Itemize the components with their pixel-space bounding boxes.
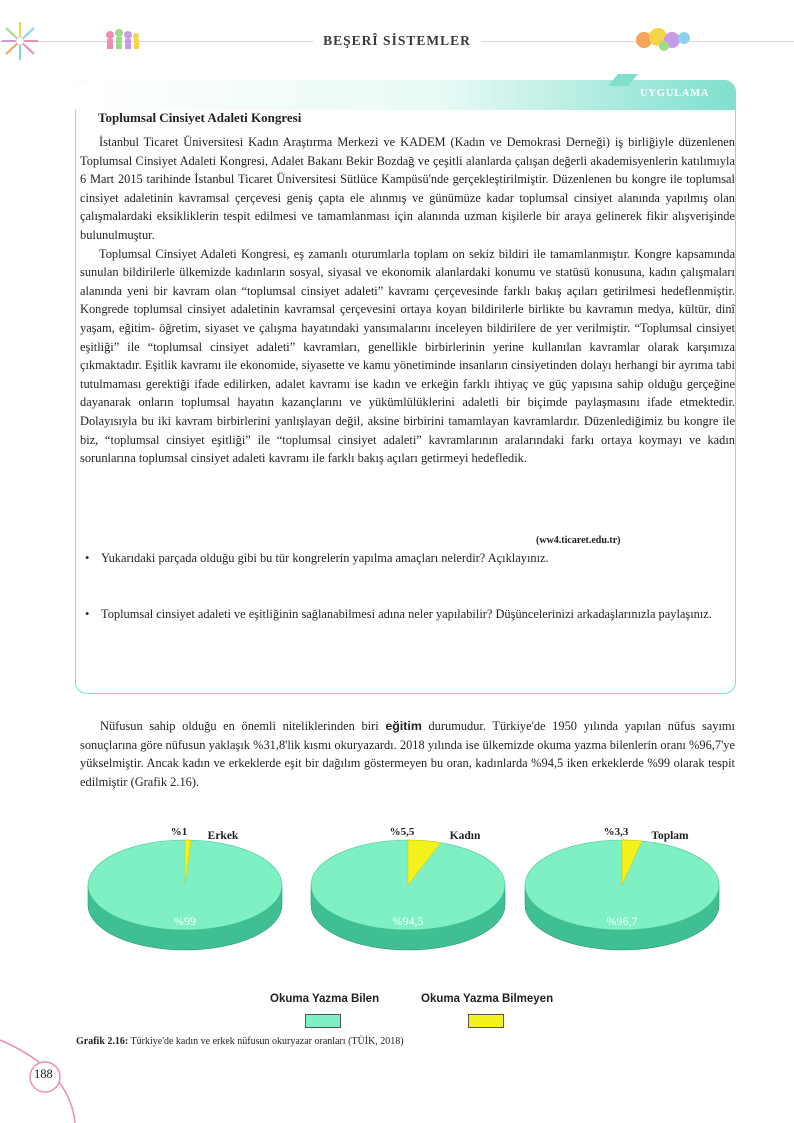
pie-label-literate: %94,5 [392,914,424,928]
question-2-text: Toplumsal cinsiyet adaleti ve eşitliğinin sağlanabilmesi adına neler yapılabilir? Düşüncelerinizi arkadaşlarınızla paylaşınız. [101,607,712,621]
pie-title: Toplam [651,830,689,842]
legend-label-illiterate: Okuma Yazma Bilmeyen [421,993,554,1005]
caption-text: Türkiye'de kadın ve erkek nüfusun okuryazar oranları (TÜİK, 2018) [128,1036,404,1047]
practice-tag: UYGULAMA [640,88,710,99]
pie-label-illiterate: %3,3 [603,826,629,838]
literacy-pie-charts [0,815,794,1000]
source-reference: (ww4.ticaret.edu.tr) [536,535,621,546]
question-1-text: Yukarıdaki parçada olduğu gibi bu tür kongrelerin yapılma amaçları nelerdir? Açıklayınız. [101,551,549,565]
legend-swatch-illiterate [468,1014,504,1028]
literacy-text-start: Nüfusun sahip olduğu en önemli niteliklerinden biri [100,719,386,733]
pie-label-literate: %99 [174,914,196,928]
header-title: BEŞERÎ SİSTEMLER [313,33,481,48]
legend-swatch-literate [305,1014,341,1028]
literacy-text-end: durumudur. Türkiye'de 1950 yılında yapılan nüfus sayımı sonuçlarına göre nüfusun yaklaşık %31,8'lik kısmı okuryazardı. 2018 yılında ise ülkemizde okuma yazma bilenlerin oranı %96,7'ye yükselmiştir. Ancak kadın ve erkeklerde eşit bir dağılım göstermeyen bu oran, kadınlarda %94,5 iken erkeklerde %99 olarak tespit edilmiştir (Grafik 2.16). [80,719,735,789]
pie-title: Erkek [207,830,239,842]
chart-caption [76,1036,404,1047]
practice-title: Toplumsal Cinsiyet Adaleti Kongresi [98,110,302,125]
bullet-icon: • [85,607,90,621]
legend-label-literate: Okuma Yazma Bilen [270,993,380,1005]
sunburst-decoration-icon [0,18,40,64]
practice-paragraph-2: Toplumsal Cinsiyet Adaleti Kongresi, eş zamanlı oturumlarla toplam on sekiz bildiri ile tamamlanmıştır. Kongre kapsamında sunulan bildirilerle ülkemizde kadınların sosyal, siyasal ve ekonomik alanlardaki konumu ve statüsü konusuna, kadın çalışmaları alanında yeni bir kavram olan “toplumsal cinsiyet adaleti” kavramı çerçevesinde farklı bakış açıları getirilmesi hedeflenmiştir. Kongrede toplumsal cinsiyet adaletinin kavramsal çerçevesini ortaya koyan bildirilerle birlikte bu kavramın medya, kültür, dinî yaşam, eğitim- öğretim, siyaset ve çalışma hayatındaki yansımalarını inceleyen bildirilere de yer verilmiştir. “Toplumsal cinsiyet eşitliği” ile “toplumsal cinsiyet adaleti” kavramları, genellikle birbirlerinin yerine kullanılan kavramlar olarak karşımıza çıkmaktadır. Eşitlik kavramı ile ekonomide, siyasette ve kamu yönetiminde insanların cinsiyetinden dolayı herhangi bir ayrıma tabi tutulmaması gerektiği ifade edilirken, adalet kavramı ise kadın ve erkeğin farklı ihtiyaç ve güç yapısına sahip olduğu gerçeğine dayanarak onların toplumsal hayatın kazançlarını ve yükümlülüklerini adaletli bir biçimde paylaşmasını ifade etmektedir. Dolayısıyla bu iki kavram birbirlerini yanlışlayan değil, aksine birbirini tamamlayan kavramlardır. Düzenlediğimiz bu kongre ile biz, “toplumsal cinsiyet eşitliği” ile “toplumsal cinsiyet adaleti” kavramlarının aralarındaki farkı ortaya koymayı ve kadın sorunlarına toplumsal cinsiyet adaleti kavramı ile farklı bakış açıları getirmeyi hedefledik. [80,246,735,466]
question-1 [85,549,735,568]
literacy-paragraph [80,717,735,791]
balloons-illustration-icon [634,26,692,54]
pie-label-literate: %96,7 [606,914,638,928]
tag-arrow-icon [608,74,638,86]
practice-text [80,133,735,468]
pie-label-illiterate: %5,5 [389,826,415,838]
page-number: 188 [34,1067,53,1081]
question-2 [85,605,735,624]
pie-title: Kadın [449,830,481,842]
people-illustration-icon [104,26,140,52]
caption-label: Grafik 2.16: [76,1036,129,1047]
pie-label-illiterate: %1 [170,826,188,838]
literacy-keyword: eğitim [385,719,422,733]
practice-paragraph-1: İstanbul Ticaret Üniversitesi Kadın Araştırma Merkezi ve KADEM (Kadın ve Demokrasi Derneği) iş birliğiyle düzenlenen Toplumsal Cinsiyet Adaleti Kongresi, Adalet Bakanı Bekir Bozdağ ve çeşitli alanlarda çalışan değerli akademisyenlerin katılımıyla 6 Mart 2015 tarihinde İstanbul Ticaret Üniversitesi Sütlüce Kampüsü'nde gerçekleştirilmiştir. Düzenlenen bu kongre ile toplumsal cinsiyet adaletinin kavramsal çerçevesi geniş çapta ele alınmış ve günümüze kadar toplumsal cinsiyet alanında yapılmış olan çalışmalardaki eksikliklerin tespit edilmesi ve tamamlanması için alanında uzman kişilerle bir araya gelinerek fikir alışverişinde bulunulmuştur. [80,135,735,242]
bullet-icon: • [85,551,90,565]
